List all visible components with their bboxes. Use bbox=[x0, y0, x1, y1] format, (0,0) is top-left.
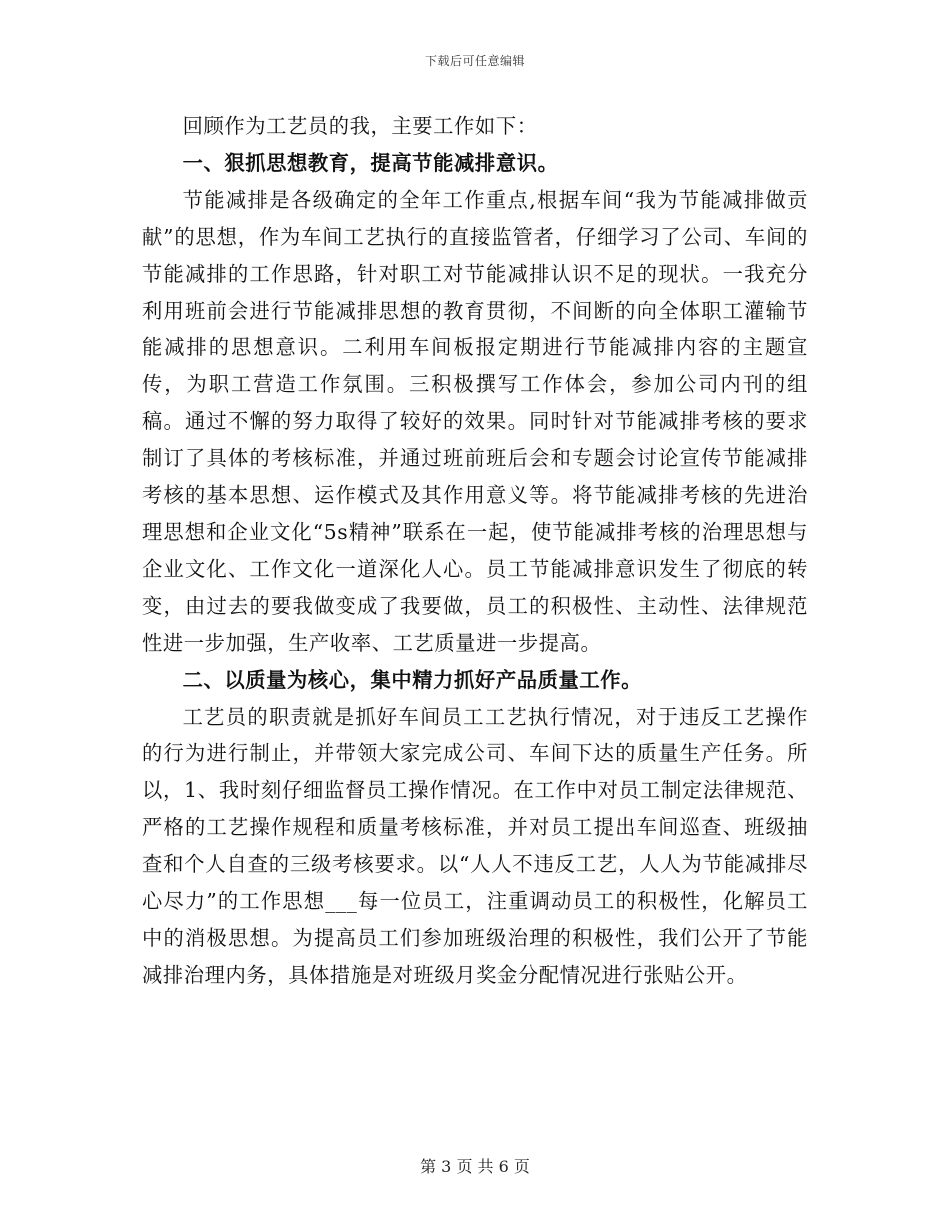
section-1-paragraph: 节能减排是各级确定的全年工作重点,根据车间“我为节能减排做贡献”的思想，作为车间工艺执行的直接监管者，仔细学习了公司、车间的节能减排的工作思路，针对职工对节能减排认识不足的现状。一我充分利用班前会进行节能减排思想的教育贯彻，不间断的向全体职工灌输节能减排的思想意识。二利用车间板报定期进行节能减排内容的主题宣传，为职工营造工作氛围。三积极撰写工作体会，参加公司内刊的组稿。通过不懈的努力取得了较好的效果。同时针对节能减排考核的要求制订了具体的考核标准，并通过班前班后会和专题会讨论宣传节能减排考核的基本思想、运作模式及其作用意义等。将节能减排考核的先进治理思想和企业文化“5s精神”联系在一起，使节能减排考核的治理思想与企业文化、工作文化一道深化人心。员工节能减排意识发生了彻底的转变，由过去的要我做变成了我要做，员工的积极性、主动性、法律规范性进一步加强，生产收率、工艺质量进一步提高。 bbox=[142, 187, 808, 655]
section-2-paragraph: 工艺员的职责就是抓好车间员工工艺执行情况，对于违反工艺操作的行为进行制止，并带领大家完成公司、车间下达的质量生产任务。所以，1、我时刻仔细监督员工操作情况。在工作中对员工制定法律规范、严格的工艺操作规程和质量考核标准，并对员工提出车间巡查、班级抽查和个人自查的三级考核要求。以“人人不违反工艺，人人为节能减排尽心尽力”的工作思想___每一位员工，注重调动员工的积极性，化解员工中的消极思想。为提高员工们参加班级治理的积极性，我们公开了节能减排治理内务，具体措施是对班级月奖金分配情况进行张贴公开。 bbox=[142, 704, 808, 987]
page-header: 下载后可任意编辑 bbox=[424, 54, 525, 68]
section-heading-2: 二、以质量为核心，集中精力抓好产品质量工作。 bbox=[182, 667, 642, 692]
section-heading-1: 一、狠抓思想教育，提高节能减排意识。 bbox=[182, 150, 559, 175]
page-number-footer: 第 3 页 共 6 页 bbox=[420, 1157, 530, 1176]
intro-paragraph: 回顾作为工艺员的我，主要工作如下： bbox=[182, 114, 538, 138]
document-body bbox=[142, 108, 808, 994]
